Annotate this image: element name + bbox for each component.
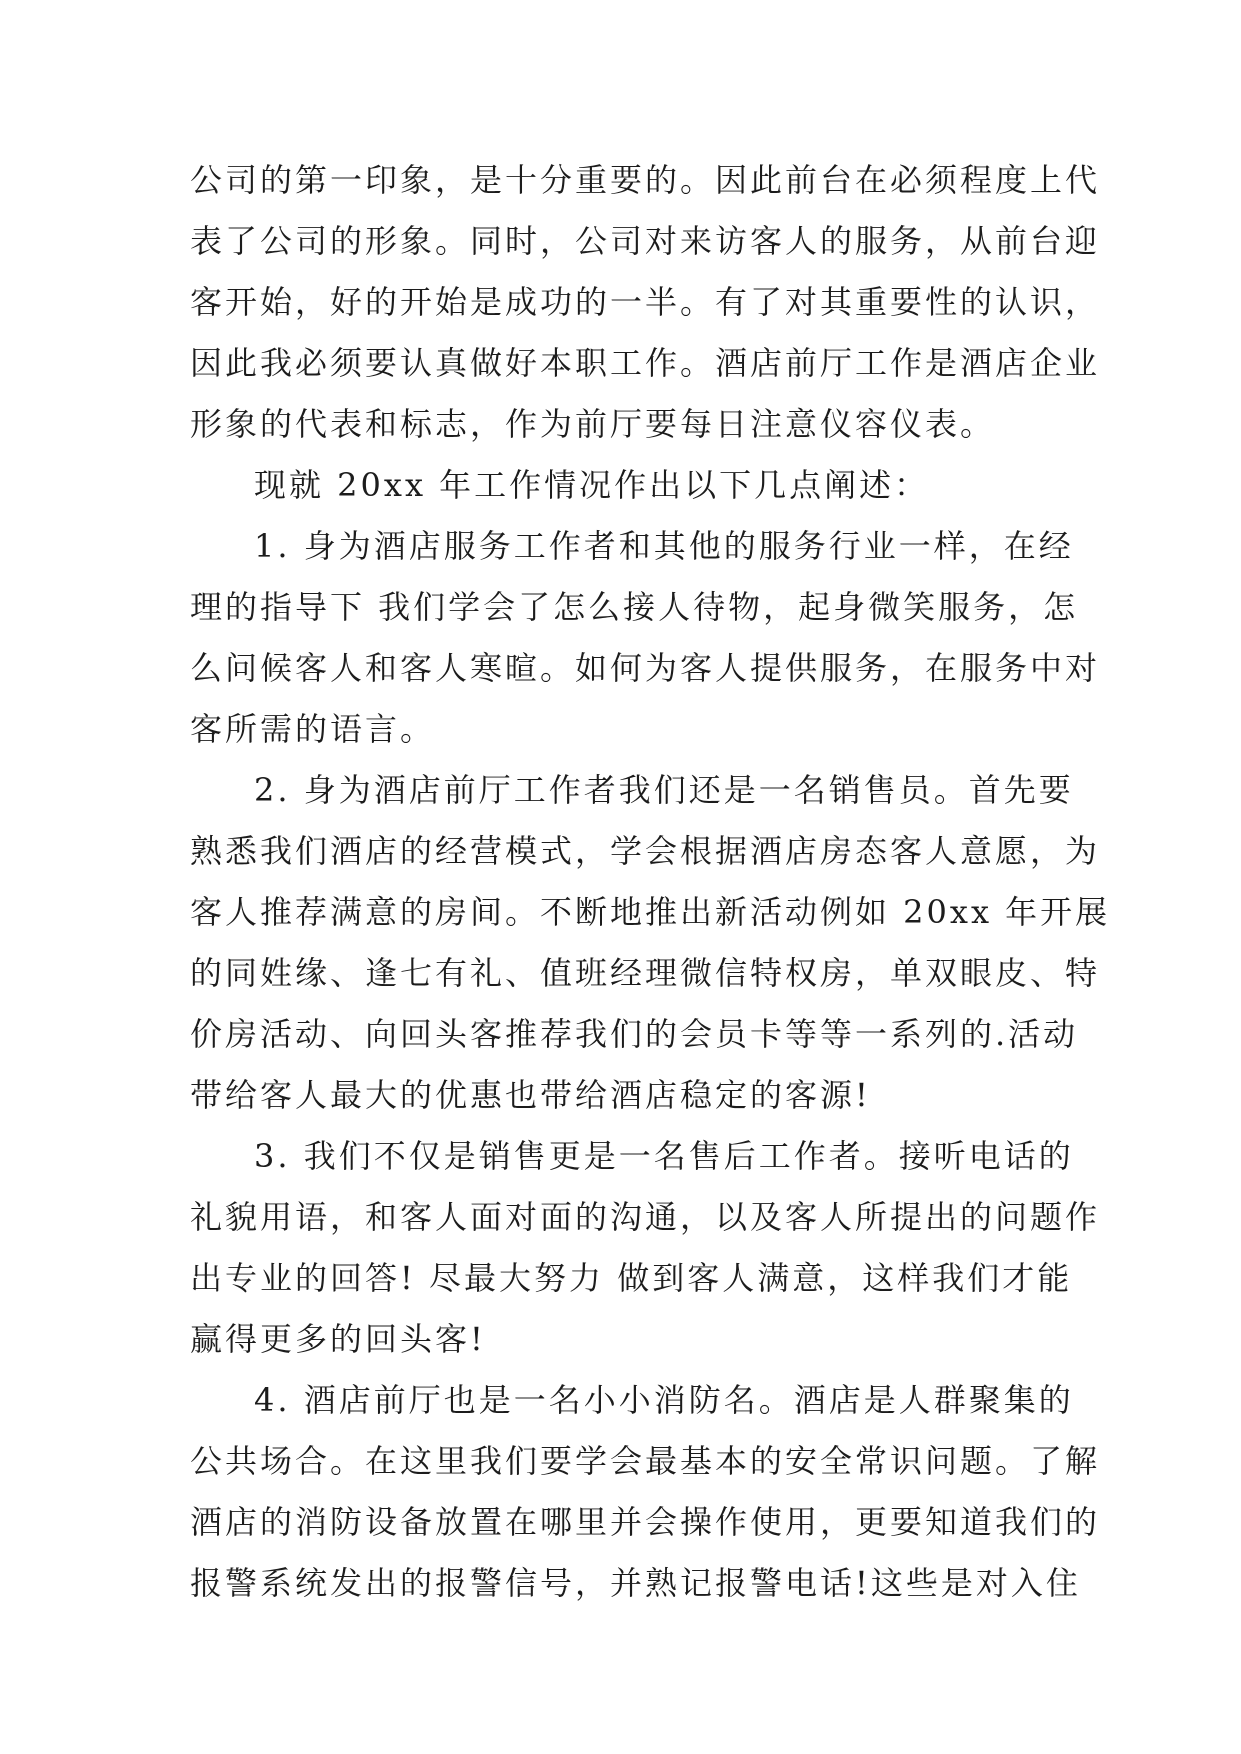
text-line: 价房活动、向回头客推荐我们的会员卡等等一系列的.活动 [190, 1015, 1079, 1053]
text-line: 1. 身为酒店服务工作者和其他的服务行业一样，在经 [254, 527, 1074, 565]
document-body [190, 150, 1111, 1614]
text-line: 客所需的语言。 [190, 710, 436, 748]
text-line: 报警系统发出的报警信号，并熟记报警电话!这些是对入住 [190, 1564, 1081, 1602]
text-line: 礼貌用语，和客人面对面的沟通，以及客人所提出的问题作 [190, 1198, 1101, 1236]
text-line: 公共场合。在这里我们要学会最基本的安全常识问题。了解 [190, 1442, 1101, 1480]
text-line: 3. 我们不仅是销售更是一名售后工作者。接听电话的 [254, 1137, 1074, 1175]
text-line: 的同姓缘、逢七有礼、值班经理微信特权房，单双眼皮、特 [190, 954, 1101, 992]
paragraph-item-3 [190, 1126, 1101, 1370]
paragraph-item-4 [190, 1370, 1101, 1614]
text-line: 公司的第一印象，是十分重要的。因此前台在必须程度上代 [190, 161, 1101, 199]
text-line: 客人推荐满意的房间。不断地推出新活动例如 20xx 年开展 [190, 893, 1111, 931]
text-line: 形象的代表和标志，作为前厅要每日注意仪容仪表。 [190, 405, 996, 443]
text-line: 4. 酒店前厅也是一名小小消防名。酒店是人群聚集的 [254, 1381, 1074, 1419]
paragraph-item-1 [190, 516, 1101, 760]
text-line: 理的指导下 我们学会了怎么接人待物，起身微笑服务，怎 [190, 588, 1079, 626]
paragraph-intro [190, 150, 1101, 455]
text-line: 带给客人最大的优惠也带给酒店稳定的客源! [190, 1076, 871, 1114]
text-line: 出专业的回答! 尽最大努力 做到客人满意，这样我们才能 [190, 1259, 1073, 1297]
paragraph-item-2 [190, 760, 1111, 1126]
text-line: 酒店的消防设备放置在哪里并会操作使用，更要知道我们的 [190, 1503, 1101, 1541]
text-line: 熟悉我们酒店的经营模式，学会根据酒店房态客人意愿，为 [190, 832, 1101, 870]
text-line: 2. 身为酒店前厅工作者我们还是一名销售员。首先要 [254, 771, 1074, 809]
text-line: 赢得更多的回头客! [190, 1320, 486, 1358]
text-line: 么问候客人和客人寒暄。如何为客人提供服务，在服务中对 [190, 649, 1101, 687]
text-line: 因此我必须要认真做好本职工作。酒店前厅工作是酒店企业 [190, 344, 1101, 382]
text-line: 表了公司的形象。同时，公司对来访客人的服务，从前台迎 [190, 222, 1101, 260]
text-line: 客开始，好的开始是成功的一半。有了对其重要性的认识， [190, 283, 1101, 321]
paragraph-summary-heading [190, 455, 1070, 516]
text-line: 现就 20xx 年工作情况作出以下几点阐述： [254, 466, 930, 504]
